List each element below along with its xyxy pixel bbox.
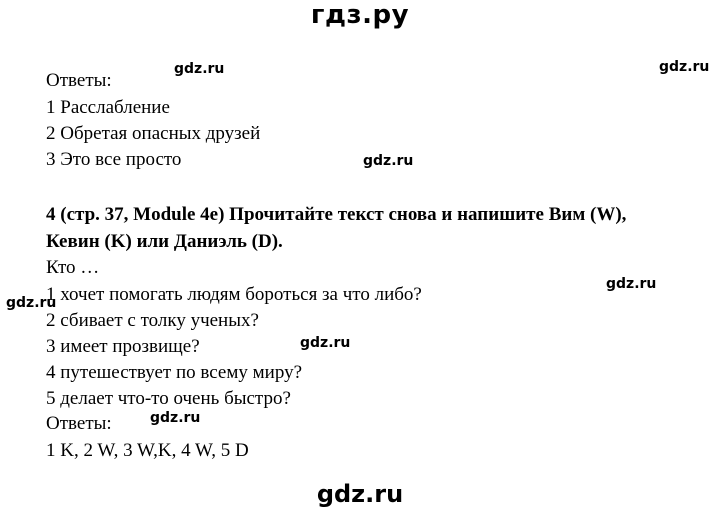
task-prompt: Кто … (46, 257, 100, 278)
task-heading-line1: 4 (стр. 37, Module 4e) Прочитайте текст снова и напишите Вим (W), (46, 204, 627, 225)
watermark: gdz.ru (6, 295, 57, 311)
answer-item: 2 Обретая опасных друзей (46, 123, 261, 144)
answers-label: Ответы: (46, 413, 112, 434)
site-footer: gdz.ru (316, 480, 404, 508)
question-item: 4 путешествует по всему миру? (46, 362, 303, 383)
watermark: gdz.ru (363, 153, 414, 169)
question-item: 2 сбивает с толку ученых? (46, 310, 259, 331)
watermark: gdz.ru (150, 410, 201, 426)
watermark: gdz.ru (174, 61, 225, 77)
question-item: 5 делает что-то очень быстро? (46, 388, 291, 409)
question-item: 3 имеет прозвище? (46, 336, 200, 357)
answers-label: Ответы: (46, 70, 112, 91)
question-item: 1 хочет помогать людям бороться за что либо? (46, 284, 422, 305)
watermark: gdz.ru (606, 276, 657, 292)
answer-item: 3 Это все просто (46, 149, 182, 170)
watermark: gdz.ru (300, 335, 351, 351)
watermark: gdz.ru (659, 59, 710, 75)
site-header: гдз.ру (310, 0, 410, 30)
task-heading-line2: Кевин (K) или Даниэль (D). (46, 231, 283, 252)
answer-item: 1 Расслабление (46, 97, 170, 118)
answers-line: 1 K, 2 W, 3 W,K, 4 W, 5 D (46, 440, 249, 461)
